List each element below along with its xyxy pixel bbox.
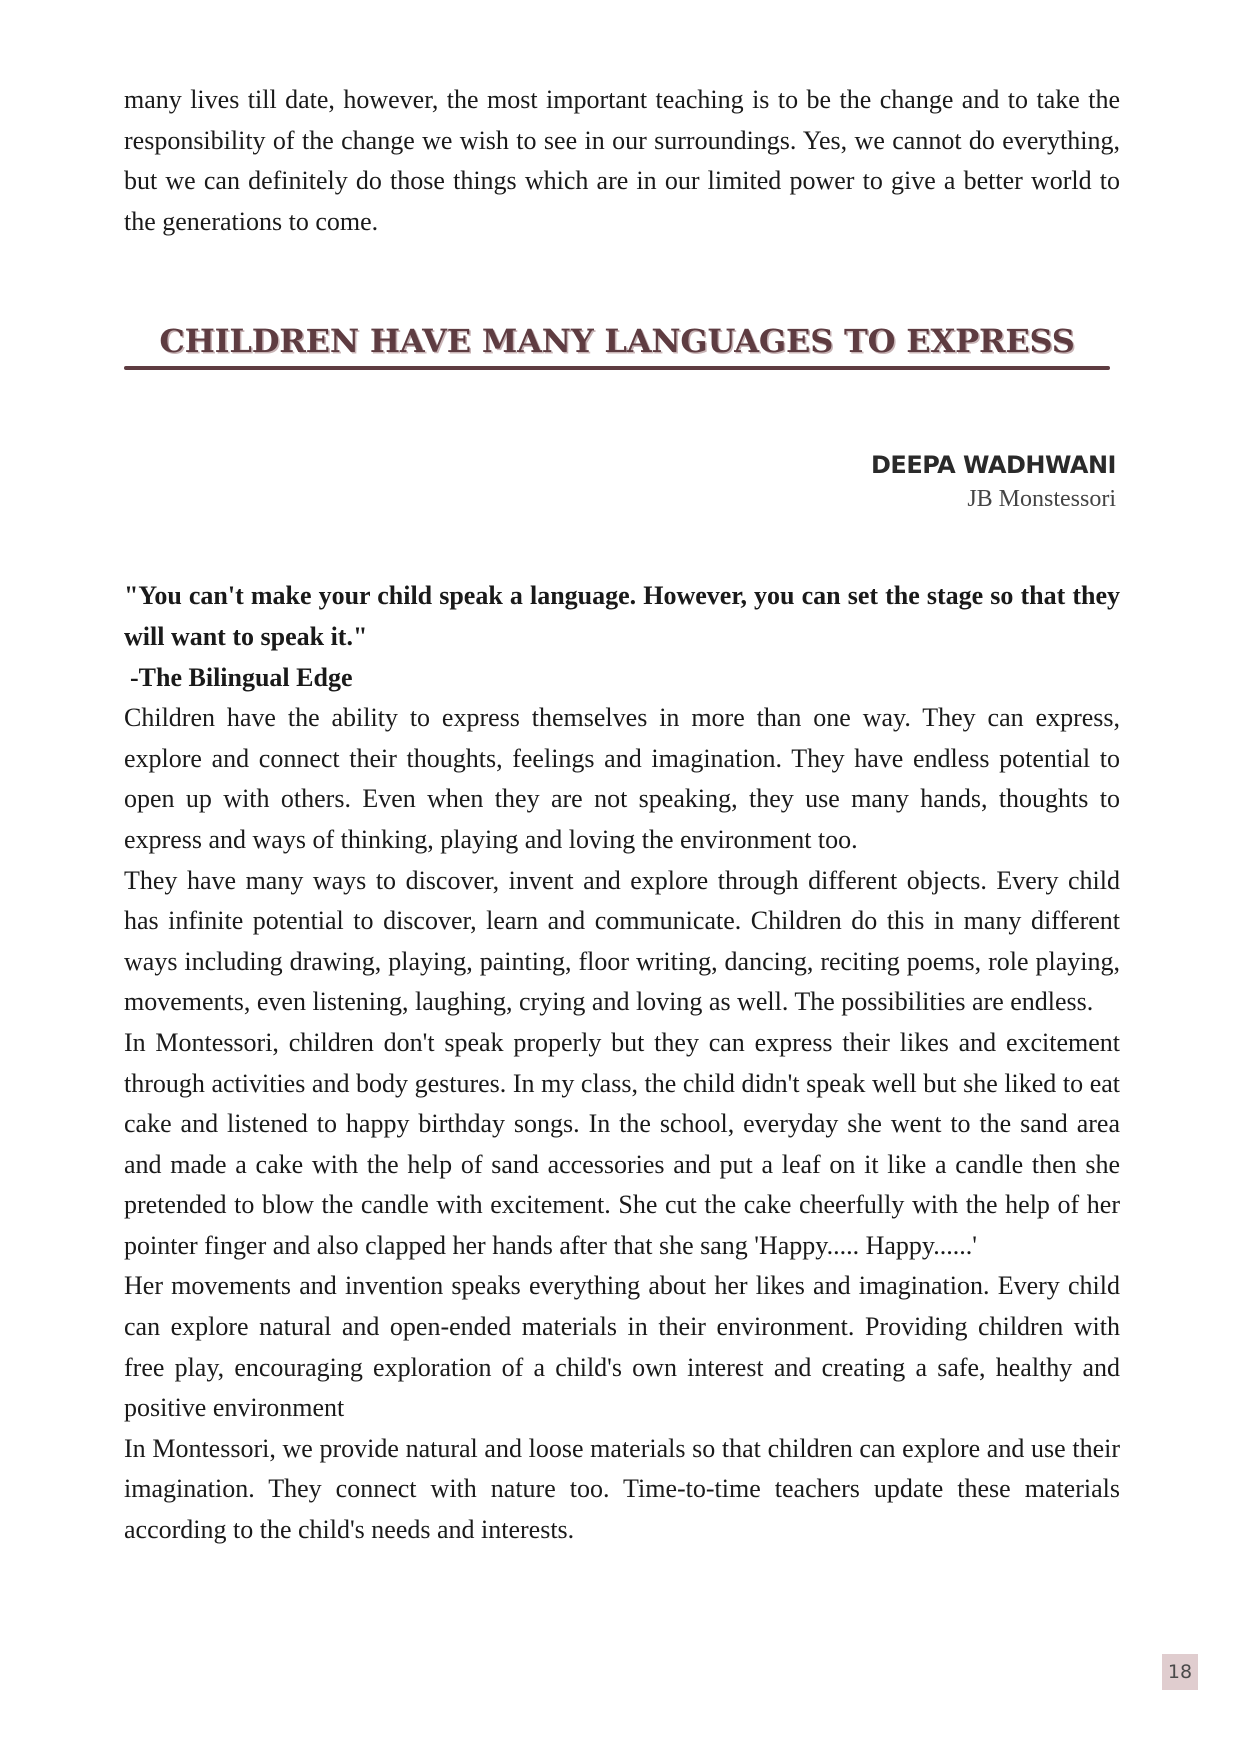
author-role: JB Monstessori <box>967 486 1116 513</box>
body-paragraph: In Montessori, children don't speak properly but they can express their likes and excitement through activities and body gestures. In my class, the child didn't speak well but she liked to eat cake and listened to happy birthday songs. In the school, everyday she went to the sand area and made a cake with the help of sand accessories and put a leaf on it like a candle then she pretended to blow the candle with excitement. She cut the cake cheerfully with the help of her pointer finger and also clapped her hands after that she sang 'Happy..... Happy......' <box>124 1027 1120 1260</box>
body-paragraph: Children have the ability to express themselves in more than one way. They can express, explore and connect their thoughts, feelings and imagination. They have endless potential to open up with others. Even when they are not speaking, they use many hands, thoughts to express and ways of thinking, playing and loving the environment too. <box>124 703 1120 854</box>
title-underline <box>124 366 1110 370</box>
body-paragraph: They have many ways to discover, invent and explore through different objects. Every child has infinite potential to discover, learn and communicate. Children do this in many different ways including drawing, playing, painting, floor writing, dancing, reciting poems, role playing, movements, even listening, laughing, crying and loving as well. The possibilities are endless. <box>124 865 1120 1017</box>
byline <box>124 448 1120 516</box>
epigraph-source: -The Bilingual Edge <box>130 662 353 692</box>
body-paragraph: Her movements and invention speaks everything about her likes and imagination. Every child can explore natural and open-ended materials in their environment. Providing children with free play, encouraging exploration of a child's own interest and creating a safe, healthy and positive environment <box>124 1271 1120 1423</box>
body-paragraph: In Montessori, we provide natural and loose materials so that children can explore and use their imagination. They connect with nature too. Time-to-time teachers update these materials according to the child's needs and interests. <box>124 1433 1120 1545</box>
document-page <box>124 80 1120 1551</box>
author-name: DEEPA WADHWANI <box>871 451 1116 480</box>
intro-paragraph: many lives till date, however, the most important teaching is to be the change and to take the responsibility of the change we wish to see in our surroundings. Yes, we cannot do everything, but we can definitely do those things which are in our limited power to give a better world to the generations to come. <box>124 85 1120 236</box>
page-number: 18 <box>1162 1654 1198 1690</box>
article-title: CHILDREN HAVE MANY LANGUAGES TO EXPRESS <box>159 322 1075 361</box>
epigraph-quote: "You can't make your child speak a language. However, you can set the stage so that they will want to speak it." <box>124 581 1120 651</box>
article-heading-block <box>124 322 1110 370</box>
